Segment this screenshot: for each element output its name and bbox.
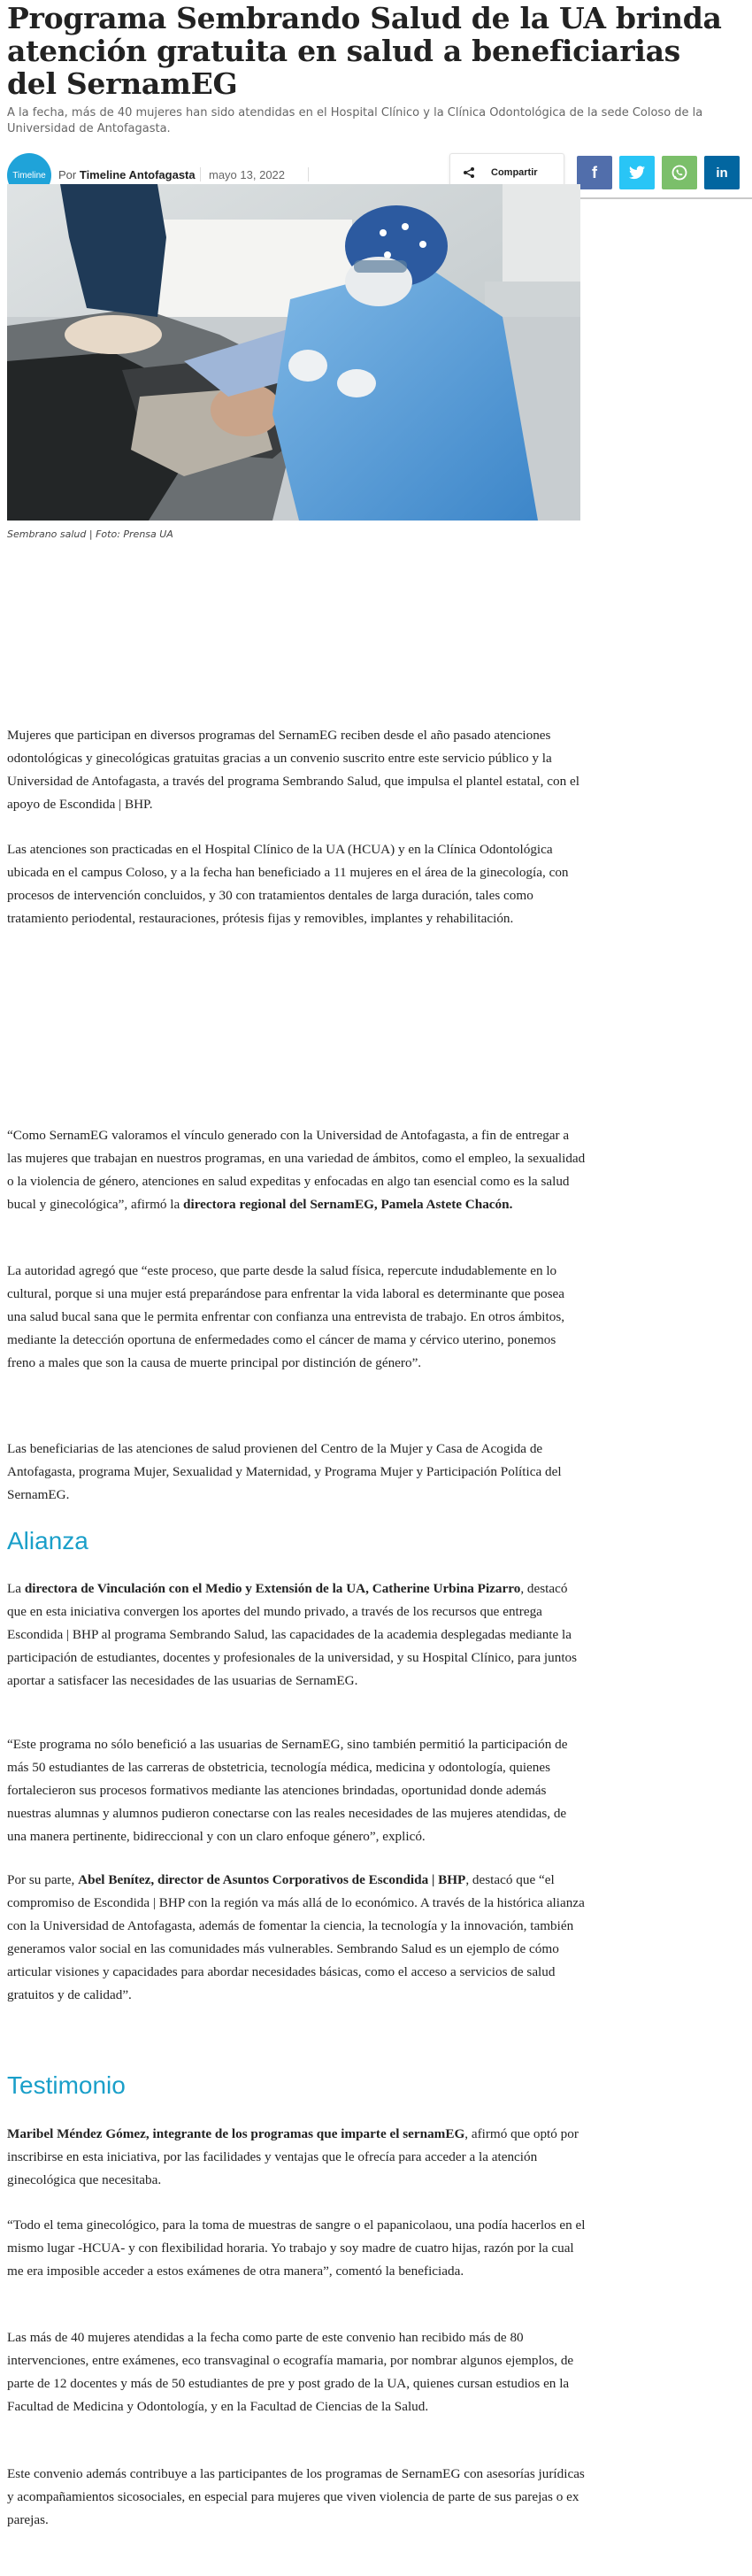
paragraph-text: Este convenio además contribuye a las participantes de los programas de SernamEG con asesorías jurídicas y acompañamientos sicosociales, en especial para mujeres que viven violencia de parte de sus parejas o ex parejas.	[7, 2466, 585, 2527]
share-icon	[463, 166, 475, 179]
text-span: Por su parte,	[7, 1872, 79, 1887]
byline-prefix: Por	[58, 168, 77, 181]
byline	[58, 168, 196, 181]
paragraph-text: Las beneficiarias de las atenciones de salud provienen del Centro de la Mujer y Casa de Acogida de Antofagasta, programa Mujer, Sexualidad y Maternidad, y Programa Mujer y Participación Política del SernamEG.	[7, 1441, 562, 1502]
bold-name: Abel Benítez, director de Asuntos Corporativos de Escondida | BHP	[78, 1872, 466, 1887]
text-span: , destacó que en esta iniciativa convergen los aportes del mundo privado, a través de los recursos que entrega Escondida | BHP al programa Sembrando Salud, las capacidades de la academia desplegadas mediante la participación de estudiantes, docentes y profesionales de la universidad, y su Hospital Clínico, para juntos aportar a satisfacer las necesidades de las usuarias de SernamEG.	[7, 1581, 578, 1688]
article	[7, 0, 750, 199]
article-photo	[7, 184, 580, 521]
paragraph-text	[7, 1124, 587, 1216]
bold-name: Maribel Méndez Gómez, integrante de los programas que imparte el sernamEG	[7, 2126, 465, 2141]
meta-divider	[200, 167, 201, 181]
article-subtitle: A la fecha, más de 40 mujeres han sido atendidas en el Hospital Clínico y la Clínica Odontológica de la sede Coloso de la Universidad de Antofagasta.	[7, 106, 703, 135]
section-heading-alianza: Alianza	[7, 1527, 88, 1554]
text-span: , destacó que “el compromiso de Escondida | BHP con la región va más allá de lo económico. A través de la histórica alianza con la Universidad de Antofagasta, además de fomentar la ciencia, la tecnología y la innovación, también generamos valor social en las comunidades más vulnerables. Sembrando Salud es un ejemplo de cómo articular visiones y capacidades para abordar necesidades básicas, como el acceso a servicios de salud gratuitos y de calidad”.	[7, 1872, 585, 2002]
paragraph-text: “Todo el tema ginecológico, para la toma de muestras de sangre o el papanicolaou, una podía hacerlos en el mismo lugar -HCUA- y con flexibilidad horaria. Yo trabajo y soy madre de cuatro hijas, razón por la cual me era imposible acceder a estos exámenes de otra manera”, comentó la beneficiada.	[7, 2217, 586, 2279]
paragraph	[7, 2123, 587, 2192]
paragraph	[7, 1260, 587, 1375]
paragraph	[7, 1869, 587, 2007]
paragraph	[7, 1124, 587, 1216]
paragraph-text: Mujeres que participan en diversos programas del SernamEG reciben desde el año pasado atenciones odontológicas y ginecológicas gratuitas gracias a un convenio suscrito entre este servicio público y la Universidad de Antofagasta, a través del programa Sembrando Salud, que impulsa el plantel estatal, con el apoyo de Escondida | BHP.	[7, 728, 579, 812]
article-title: Programa Sembrando Salud de la UA brinda atención gratuita en salud a beneficiarias del SernamEG	[7, 1, 722, 101]
author-link[interactable]: Timeline Antofagasta	[79, 168, 196, 181]
twitter-share-button[interactable]	[619, 156, 655, 189]
text-span: , afirmó que optó por inscribirse en esta iniciativa, por las facilidades y ventajas que le ofrecía para acceder a la atención ginecológica que necesitaba.	[7, 2126, 579, 2187]
text-span: La	[7, 1581, 25, 1596]
bold-name: directora regional del SernamEG, Pamela Astete Chacón.	[183, 1197, 513, 1212]
paragraph-text: Las atenciones son practicadas en el Hospital Clínico de la UA (HCUA) y en la Clínica Odontológica ubicada en el campus Coloso, y a la fecha han beneficiado a 11 mujeres en el área de la ginecología, con procesos de intervención concluidos, y 30 con tratamientos dentales de larga duración, tales como tratamiento periodental, restauraciones, prótesis fijas y removibles, implantes y rehabilitación.	[7, 842, 569, 926]
publish-date: mayo 13, 2022	[209, 168, 286, 181]
paragraph	[7, 838, 587, 930]
whatsapp-share-button[interactable]	[662, 156, 697, 189]
paragraph	[7, 1438, 587, 1507]
facebook-icon: f	[592, 163, 597, 181]
share-label: Compartir	[491, 167, 538, 178]
paragraph-text	[7, 1869, 587, 2007]
linkedin-share-button[interactable]	[704, 156, 740, 189]
facebook-share-button[interactable]	[577, 156, 612, 189]
whatsapp-icon	[671, 164, 688, 181]
quote-text: “Como SernamEG valoramos el vínculo generado con la Universidad de Antofagasta, a fin de entregar a las mujeres que trabajan en nuestros programas, en una variedad de ámbitos, como el empleo, la sexualidad o la violencia de género, atenciones en salud expeditas y enfocadas en algo tan esencial como es la salud bucal y ginecológica”, afirmó la	[7, 1128, 586, 1212]
dental-treatment-photo	[7, 184, 580, 521]
paragraph	[7, 724, 587, 816]
bold-name: directora de Vinculación con el Medio y Extensión de la UA, Catherine Urbina Pizarro	[24, 1581, 521, 1596]
paragraph-text	[7, 1577, 587, 1693]
paragraph-text: “Este programa no sólo benefició a las usuarias de SernamEG, sino también permitió la participación de más 50 estudiantes de las carreras de obstetricia, tecnología médica, medicina y odontología, quienes fortalecieron sus procesos formativos mediante las atenciones brindadas, oportunidad donde además nuestras alumnas y alumnos pudieron conectarse con las reales necesidades de las mujeres atendidas, de una manera pertinente, bidireccional y con un claro enfoque género”, explicó.	[7, 1737, 568, 1844]
linkedin-icon: in	[716, 165, 728, 181]
paragraph-text: Las más de 40 mujeres atendidas a la fecha como parte de este convenio han recibido más de 80 intervenciones, entre exámenes, eco transvaginal o ecografía mamaria, por nombrar algunos ejemplos, de parte de 12 docentes y más de 50 estudiantes de pre y post grado de la UA, quienes cursan estudios en la Facultad de Medicina y Odontología, y en la Facultad de Ciencias de la Salud.	[7, 2330, 574, 2414]
photo-caption: Sembrano salud | Foto: Prensa UA	[7, 528, 173, 540]
paragraph	[7, 2463, 587, 2532]
paragraph-text: La autoridad agregó que “este proceso, que parte desde la salud física, repercute indudablemente en lo cultural, porque si una mujer está preparándose para enfrentar la vida laboral es determinante que posea una salud bucal sana que le permita enfrentar con confianza una entrevista de trabajo. En otros ámbitos, mediante la detección oportuna de enfermedades como el cáncer de mama y cérvico uterino, ponemos freno a males que son la causa de muerte principal por distinción de género”.	[7, 1263, 565, 1370]
paragraph-text	[7, 2123, 587, 2192]
avatar-logo-text: Timeline	[12, 170, 46, 181]
paragraph	[7, 1577, 587, 1693]
paragraph	[7, 2214, 587, 2283]
paragraph	[7, 1733, 587, 1848]
twitter-icon	[629, 166, 645, 180]
section-heading-testimonio: Testimonio	[7, 2071, 126, 2099]
meta-divider	[308, 167, 309, 181]
paragraph	[7, 2326, 587, 2418]
